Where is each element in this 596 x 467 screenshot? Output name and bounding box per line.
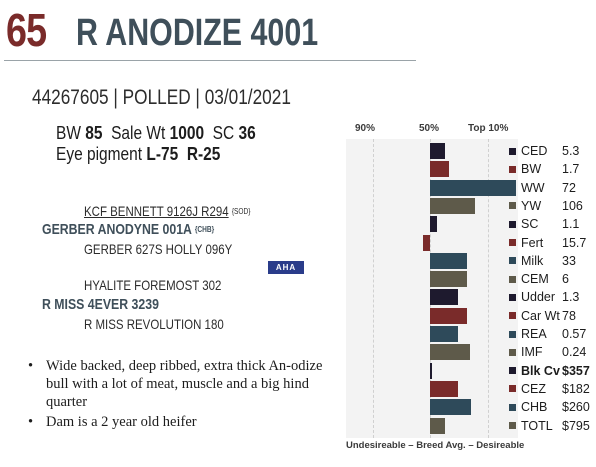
trait-name: TOTL [521,418,553,433]
chart-footer: Undesireable – Breed Avg. – Desireable [346,440,525,451]
note-text: Wide backed, deep ribbed, extra thick An-odize bull with a lot of meat, muscle and a big hind quarter [46,358,323,410]
trait-value: 1.7 [562,162,580,177]
separator: | [113,86,118,109]
pedigree-dam-dam: R MISS REVOLUTION 180 [84,316,224,332]
epd-bar-totl [430,418,445,434]
pedigree-sire-sire [84,203,250,220]
sire-sire-tag: {SOD} [231,207,251,216]
notes-list [28,357,328,433]
legend-marker [509,184,516,191]
pedigree-sire [42,221,214,238]
trait-value: $182 [562,381,590,396]
trait-name: SC [521,217,539,232]
sale-wt-label: Sale Wt [111,123,166,143]
legend-marker [509,294,516,301]
weights-row [56,123,256,144]
lot-number: 65 [6,4,47,56]
trait-value: $795 [562,418,590,433]
epd-bar-rea [430,326,458,342]
trait-name: CED [521,144,548,158]
trait-value: 106 [562,198,583,213]
trait-name: Fert [521,235,544,250]
epd-bar-yw [430,198,475,214]
legend-marker [509,276,516,283]
epd-bar-car-wt [430,308,467,324]
legend-marker [509,367,516,374]
trait-value: 1.3 [562,290,580,305]
trait-name: REA [521,327,547,341]
legend-marker [509,166,516,173]
sc-label: SC [212,123,235,143]
trait-name: WW [521,180,545,195]
pedigree-dam-sire: HYALITE FOREMOST 302 [84,277,222,293]
header-divider [4,60,416,61]
trait-value: 0.24 [562,345,587,360]
epd-bar-cez [430,381,458,397]
sale-wt-value: 1000 [169,123,205,143]
eye-pigment-row [56,144,256,165]
ge-epd-badge: AHA GE-EPD [268,261,304,274]
epd-bar-imf [430,344,470,360]
epd-bar-milk [430,253,467,269]
epd-bar-blk-cv [430,363,432,379]
trait-name: CEM [521,272,549,287]
epd-bar-udder [430,289,458,305]
trait-value: $260 [562,400,590,415]
animal-name: R ANODIZE 4001 [76,12,319,54]
sire-tag: {CHB} [194,225,215,234]
trait-value: 6 [562,272,569,287]
eye-pigment-right: R-25 [186,144,221,164]
eye-pigment-left: L-75 [146,144,179,164]
legend-marker [509,422,516,429]
legend-marker [509,349,516,356]
trait-name: BW [521,162,542,177]
scale-label-50: 50% [419,123,440,134]
trait-value: 5.3 [562,144,580,158]
legend-marker [509,331,516,338]
trait-value: 33 [562,253,576,268]
epd-bar-fert [423,235,430,251]
trait-value: 72 [562,180,576,195]
epd-bar-ww [430,180,516,196]
legend-marker [509,221,516,228]
trait-name: Milk [521,253,544,268]
legend-marker [509,385,516,392]
pedigree-dam: R MISS 4EVER 3239 [42,296,159,313]
epd-bar-bw [430,161,449,177]
legend-marker [509,312,516,319]
scale-label-90: 90% [355,123,376,134]
epd-bar-sc [430,216,437,232]
sire-sire-name: KCF BENNETT 9126J R294 [84,203,229,219]
trait-name: CHB [521,400,548,415]
trait-value: 78 [562,308,576,323]
gridline-90 [373,139,374,438]
trait-value: 1.1 [562,217,580,232]
trait-name: YW [521,198,542,213]
bw-label: BW [56,123,81,143]
registration-number: 44267605 [32,86,109,109]
scale-label-top10: Top 10% [468,123,509,134]
trait-name: Blk Cv [521,363,560,378]
bullet: • [28,414,34,430]
trait-name: Udder [521,290,556,305]
eye-pigment-label: Eye pigment [56,144,143,164]
bullet: • [28,358,34,374]
epd-bar-cem [430,271,467,287]
trait-name: CEZ [521,381,546,396]
legend-marker [509,202,516,209]
sc-value: 36 [238,123,256,143]
trait-name: IMF [521,345,543,360]
horn-status: POLLED [122,86,191,109]
identity-line [32,86,291,110]
epd-bar-ced [430,143,445,159]
note-item [28,413,328,431]
legend-marker [509,257,516,264]
birth-date: 03/01/2021 [204,86,291,109]
bw-value: 85 [85,123,103,143]
trait-name: Car Wt [521,308,560,323]
trait-value: $357 [562,363,590,378]
separator: | [195,86,200,109]
performance-stats [56,123,256,165]
epd-bar-chb [430,399,471,415]
trait-value: 15.7 [562,235,587,250]
note-text: Dam is a 2 year old heifer [46,414,197,430]
sire-name: GERBER ANODYNE 001A [42,221,192,238]
note-item [28,357,328,411]
pedigree-sire-dam: GERBER 627S HOLLY 096Y [84,241,233,257]
legend-marker [509,239,516,246]
legend-marker [509,404,516,411]
trait-value: 0.57 [562,327,587,341]
legend-marker [509,148,516,155]
